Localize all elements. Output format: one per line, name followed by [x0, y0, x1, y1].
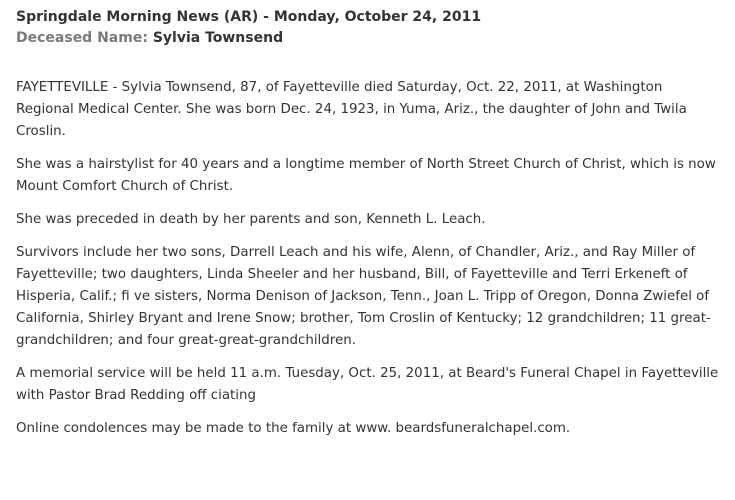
publication-source: Springdale Morning News (AR) [16, 9, 259, 25]
paragraph-intro: FAYETTEVILLE - Sylvia Townsend, 87, of Fayetteville died Saturday, Oct. 22, 2011, at Washington Regional Medical Center. She was born Dec. 24, 1923, in Yuma, Ariz., the daughter of John and Twila Croslin. [16, 80, 687, 139]
deceased-name-label: Deceased Name: [16, 30, 153, 46]
paragraph-condolences: Online condolences may be made to the family at www. beardsfuneralchapel.com. [16, 421, 571, 436]
publication-header [16, 7, 719, 28]
paragraph-career: She was a hairstylist for 40 years and a longtime member of North Street Church of Christ, which is now Mount Comfort Church of Christ. [16, 157, 716, 194]
publication-date: Monday, October 24, 2011 [273, 9, 482, 25]
header-separator: - [258, 9, 274, 25]
paragraph-service: A memorial service will be held 11 a.m. Tuesday, Oct. 25, 2011, at Beard's Funeral Chapel in Fayetteville with Pastor Brad Redding off ciating [16, 366, 719, 403]
paragraph-preceded: She was preceded in death by her parents and son, Kenneth L. Leach. [16, 212, 486, 227]
deceased-name-value: Sylvia Townsend [152, 30, 284, 46]
paragraph-survivors: Survivors include her two sons, Darrell Leach and his wife, Alenn, of Chandler, Ariz., and Ray Miller of Fayetteville; two daughters, Linda Sheeler and her husband, Bill, of Fayetteville and Terri Erkeneft of Hisperia, Calif.; fi ve sisters, Norma Denison of Jackson, Tenn., Joan L. Tripp of Oregon, Donna Zwiefel of California, Shirley Bryant and Irene Snow; brother, Tom Croslin of Kentucky; 12 grandchildren; 11 great-grandchildren; and four great-great-grandchildren. [16, 245, 711, 348]
deceased-name-line [16, 28, 719, 49]
obituary-body [16, 77, 719, 440]
